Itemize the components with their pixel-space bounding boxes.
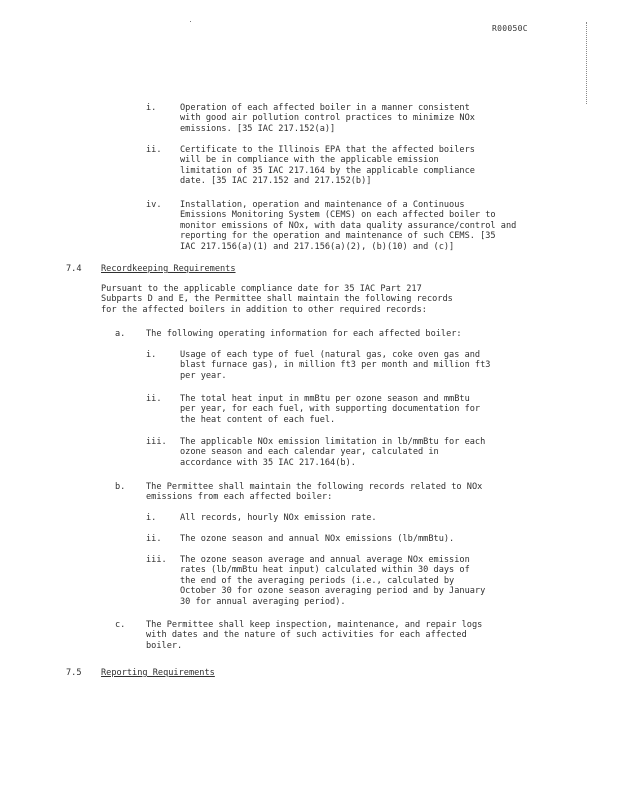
item-label-a: a. [115, 329, 126, 339]
subitem-label-b-ii: ii. [146, 534, 162, 544]
item-text-b: The Permittee shall maintain the following records related to NOx emissions from each affected boiler: [146, 482, 483, 503]
item-text-iv: Installation, operation and maintenance of a Continuous Emissions Monitoring System (CEMS) on each affected boiler to monitor emissions of NOx, with data quality assurance/control and reporting for the operation and maintenance of such CEMS. [35 IAC 217.156(a)(1) and 217.156(a)(2), (b)(10) and (c)] [180, 200, 517, 252]
section-number-7-4: 7.4 [66, 264, 82, 274]
subitem-text-b-i: All records, hourly NOx emission rate. [180, 513, 377, 523]
subitem-text-b-iii: The ozone season average and annual average NOx emission rates (lb/mmBtu heat input) calculated within 30 days of the end of the averaging periods (i.e., calculated by October 30 for ozone season averaging period and by January 30 for annual averaging period). [180, 555, 486, 607]
section-title-recordkeeping: Recordkeeping Requirements [101, 264, 236, 274]
item-label-ii: ii. [146, 145, 162, 155]
subitem-text-b-ii: The ozone season and annual NOx emissions (lb/mmBtu). [180, 534, 455, 544]
item-label-b: b. [115, 482, 126, 492]
section-title-reporting: Reporting Requirements [101, 668, 215, 678]
subitem-label-b-i: i. [146, 513, 157, 523]
subitem-label-a-i: i. [146, 350, 157, 360]
subitem-label-b-iii: iii. [146, 555, 167, 565]
item-label-iv: iv. [146, 200, 162, 210]
subitem-text-a-iii: The applicable NOx emission limitation in lb/mmBtu for each ozone season and each calendar year, calculated in accordance with 35 IAC 217.164(b). [180, 437, 486, 468]
section-number-7-5: 7.5 [66, 668, 82, 678]
scan-speck [190, 21, 191, 22]
subitem-text-a-i: Usage of each type of fuel (natural gas, coke oven gas and blast furnace gas), in million ft3 per month and million ft3 per year. [180, 350, 491, 381]
subitem-label-a-iii: iii. [146, 437, 167, 447]
scan-edge-artifact [586, 22, 588, 104]
item-text-ii: Certificate to the Illinois EPA that the affected boilers will be in compliance with the applicable emission limitation of 35 IAC 217.164 by the applicable compliance date. [35 IAC 217.152 and 217.152(b)] [180, 145, 475, 187]
item-label-i: i. [146, 103, 157, 113]
item-text-a: The following operating information for each affected boiler: [146, 329, 462, 339]
document-id: R00050C [492, 24, 528, 33]
item-text-i: Operation of each affected boiler in a manner consistent with good air pollution control practices to minimize NOx emissions. [35 IAC 217.152(a)] [180, 103, 475, 134]
recordkeeping-intro: Pursuant to the applicable compliance date for 35 IAC Part 217 Subparts D and E, the Permittee shall maintain the following records for the affected boilers in addition to other required records: [101, 284, 453, 315]
subitem-text-a-ii: The total heat input in mmBtu per ozone season and mmBtu per year, for each fuel, with supporting documentation for the heat content of each fuel. [180, 394, 481, 425]
subitem-label-a-ii: ii. [146, 394, 162, 404]
item-label-c: c. [115, 620, 126, 630]
item-text-c: The Permittee shall keep inspection, maintenance, and repair logs with dates and the nature of such activities for each affected boiler. [146, 620, 483, 651]
